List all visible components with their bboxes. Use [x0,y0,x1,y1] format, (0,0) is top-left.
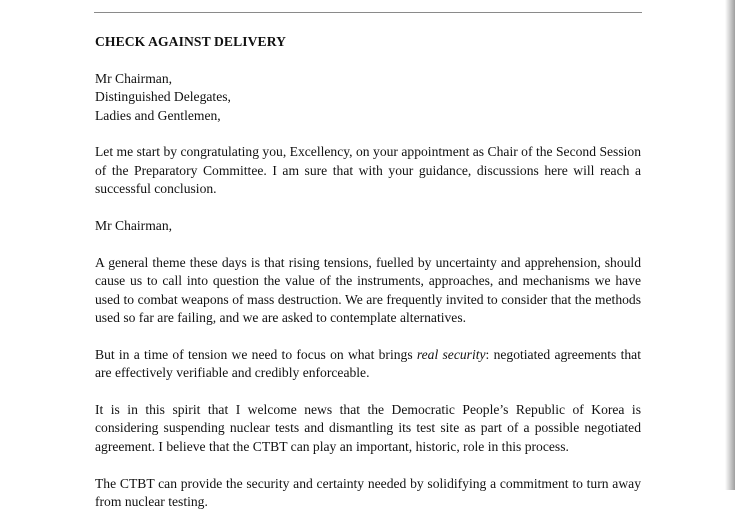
header-rule [94,12,642,13]
paragraph-ctbt: The CTBT can provide the security and certainty needed by solidifying a commitment to turn away from nuclear testing. [95,475,641,510]
address-mr-chairman: Mr Chairman, [95,218,173,234]
paragraph-text: : negotiated agreements that are effectively verifiable and credibly enforceable. [95,346,641,381]
salutation-line: Distinguished Delegates, [95,89,231,105]
paragraph-congratulations: Let me start by congratulating you, Excellency, on your appointment as Chair of the Second Session of the Preparatory Committee. I am sure that with your guidance, discussions here will reach a successful conclusion. [95,144,641,197]
paragraph-text: But in a time of tension we need to focus on what brings [95,346,417,362]
paragraph-real-security [95,346,641,383]
salutation-line: Ladies and Gentlemen, [95,107,221,123]
page-edge-shadow [725,0,735,490]
salutation-line: Mr Chairman, [95,70,173,86]
paragraph-general-theme: A general theme these days is that rising tensions, fuelled by uncertainty and apprehension, should cause us to call into question the value of the instruments, approaches, and mechanisms we have used to combat weapons of mass destruction. We are frequently invited to consider that the methods used so far are failing, and we are asked to contemplate alternatives. [95,254,641,326]
paragraph-dprk: It is in this spirit that I welcome news that the Democratic People’s Republic of Korea is considering suspending nuclear tests and dismantling its test site as part of a possible negotiated agreement. I believe that the CTBT can play an important, historic, role in this process. [95,402,641,454]
speech-body [95,33,641,530]
salutation-block [95,70,641,125]
emphasis-text: real security [416,346,486,362]
speech-heading: CHECK AGAINST DELIVERY [95,34,287,49]
